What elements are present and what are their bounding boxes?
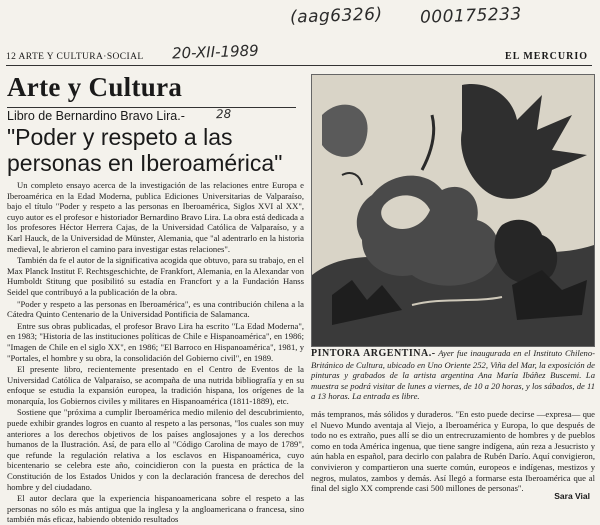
article-author: Sara Vial [554,491,590,501]
title-rule [7,107,296,108]
artwork-photo [311,74,595,347]
handwritten-margin-note: 28 [215,106,232,122]
handwritten-archive-number: 000175233 [419,4,523,28]
article-paragraph: El autor declara que la experiencia hispanoamericana sobre el respeto a las personas no sólo es más antigua que la inglesa y la angloamericana o francesa, sino también más eficaz, habiendo obtenido resultados [7,493,304,525]
article-paragraph: Sostiene que "próxima a cumplir Iberoamérica medio milenio del descubrimiento, puede exhibir grandes logros en cuanto al respeto a las personas, "los cuales son muy anteriores a los derechos objetivos de los países anglosajones y a los derechos humanos de la Ilustración. Así, de para ello al "Código Carolina de mayo de 1789", que refunde la regulación relativa a los esclavos en Hispanoamérica, cuyo bicentenario se celebra este año, coincidieron con la puesta en práctica de la Constitución de los Estados Unidos y con la declaración francesa de derechos del hombre y del ciudadano. [7,407,304,492]
page-section-tag: 12 ARTE Y CULTURA·SOCIAL [6,52,144,62]
photo-caption-paragraph [311,348,595,402]
section-title: Arte y Cultura [7,72,183,102]
caption-label: PINTORA ARGENTINA.- [311,348,436,359]
article-continuation-paragraph: más tempranos, más sólidos y duraderos. "En esto puede decirse —expresa— que el Nuevo Mundo aventaja al Viejo, a Iberoamérica y Europa, lo que después de todo no es extraño, pues allí se dio un entrecruzamiento de hombres y de pueblos como en toda América ingenua, que tiene sangre indígena, aún reza a Jesucristo y aún habla en español, para decirlo con palabra de Rubén Darío. Aquí convigieron, convivieron y compartieron una suerte común, europeos e indígenas, mestizos y negros, mulatos, zambos y demás. Así llegó a formarse esta Iberoamérica que al final del siglo XX comprende casi 500 millones de personas". [311,409,595,494]
article-paragraph: Entre sus obras publicadas, el profesor Bravo Lira ha escrito "La Edad Moderna", en 1983; "Historia de las instituciones políticas de Chile e Hispanoamérica", en 1986; "Imagen de Chile en el siglo XX", en 1986; "El Barroco en Hispanoamérica", 1981, y "Portales, el hombre y su obra, la consolidación del Gobierno civil", en 1989. [7,320,304,363]
article-body [7,180,304,525]
article-paragraph: "Poder y respeto a las personas en Iberoamérica", es una contribución chilena a la Cátedra Quinto Centenario de la Universidad Pontificia de Salamanca. [7,298,304,320]
handwritten-archive-code: (aag6326) [289,4,383,28]
article-paragraph: También da fe el autor de la significativa acogida que obtuvo, para su trabajo, en el Max Planck Institut F. Rechtsgeschichte, de Frankfort, Alemania, en la Alexandar von Humboldt Stitung que posibilitó su estadía en Francfort y a la Fundación Hanss Seidel que contribuyó a la publicación de la obra. [7,255,304,297]
article-continuation [311,409,595,494]
handwritten-date: 20-XII-1989 [171,41,259,63]
artwork-engraving [312,75,594,346]
top-rule [6,65,592,66]
article-subheading: Libro de Bernardino Bravo Lira.- [7,109,185,123]
photo-caption [311,348,595,404]
article-paragraph: El presente libro, recientemente presentado en el Centro de Eventos de la Universidad Católica de Valparaíso, se acompaña de una nutrida bibliografía y en su enfoque se estudia la expansión europea, la tradición hispana, los orígenes de la monarquía, los Gobiernos civiles y militares en Hispanoamérica (1811-1889), etc. [7,364,304,406]
article-paragraph: Un completo ensayo acerca de la investigación de las relaciones entre Europa e Iberoamérica en la Edad Moderna, publica Ediciones Universitarias de Valparaíso, bajo el título "Poder y respeto a las personas en Iberoamérica, Siglos XVI al XX", cuyo autor es el profesor e historiador Bernardino Bravo Lira. La obra está dedicada a los profesores Héctor Herrera Cajas, de la Universidad Católica de Valparaíso, y a Karl Hauck, de la Universidad de Münster, Alemania, que "al adentrarlo en la historia medieval, le abrieron el camino para investigar estas relaciones". [7,180,304,254]
newspaper-masthead: EL MERCURIO [505,51,588,62]
article-headline: "Poder y respeto a las personas en Iberoamérica" [7,124,283,176]
caption-text: Ayer fue inaugurada en el Instituto Chileno-Británico de Cultura, ubicado en Uno Oriente 252, Viña del Mar, la exposición de pinturas y grabados de la artista argentina Ana María Ibáñez Buscemi. La muestra se podrá visitar de lunes a viernes, de 10 a 20 horas, y los sábados, de 11 a 13 horas. La entrada es libre. [311,348,596,402]
